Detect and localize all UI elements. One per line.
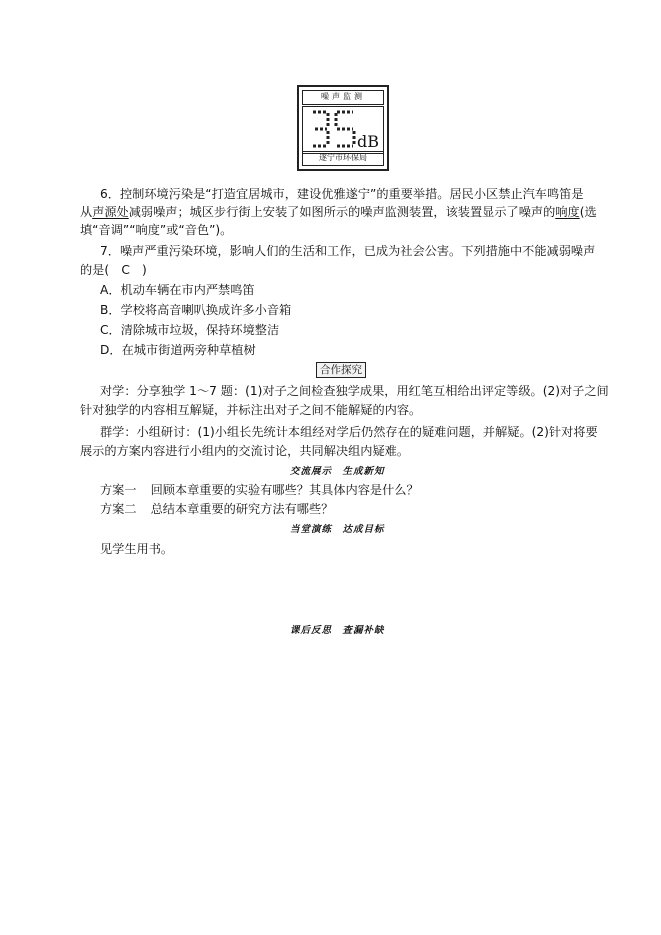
plan-1 bbox=[100, 482, 419, 498]
decibel-unit: dB bbox=[357, 132, 379, 151]
q6-line-2 bbox=[80, 204, 597, 220]
monitor-title: 噪声监测 bbox=[302, 90, 384, 105]
plan-1-label: 方案一 bbox=[100, 483, 137, 497]
plan-2-text: 总结本章重要的研究方法有哪些？ bbox=[150, 502, 334, 516]
q6-line-3: 填“音调”“响度”或“音色”)。 bbox=[80, 223, 233, 237]
section-heading-reflection: 课后反思 查漏补缺 bbox=[290, 625, 385, 636]
see-student-book: 见学生用书。 bbox=[100, 542, 174, 556]
qunxue-line-1: 群学：小组研讨：(1)小组长先统计本组经对学后仍然存在的疑难问题，并解疑。(2)针对将要 bbox=[100, 425, 598, 439]
q6-text: 从 bbox=[80, 205, 93, 219]
section-heading-exchange: 交流展示 生成新知 bbox=[290, 466, 385, 477]
section-badge: 合作探究 bbox=[316, 362, 366, 378]
monitor-display bbox=[302, 106, 384, 154]
q6-text: 减弱噪声；城区步行街上安装了如图所示的噪声监测装置，该装置显示了噪声的 bbox=[128, 205, 556, 219]
plan-2 bbox=[100, 501, 333, 517]
q7-option-a: A．机动车辆在市内严禁鸣笛 bbox=[100, 283, 255, 297]
q7-option-d: D．在城市街道两旁种草植树 bbox=[100, 343, 256, 357]
q6-text: (选 bbox=[579, 205, 597, 219]
q6-answer-2: 响度 bbox=[555, 205, 580, 219]
q7-line-1: 7．噪声严重污染环境，影响人们的生活和工作，已成为社会公害。下列措施中不能减弱噪声 bbox=[100, 244, 596, 258]
q7-option-c: C．清除城市垃圾，保持环境整洁 bbox=[100, 323, 280, 337]
q6-answer-1: 声源处 bbox=[92, 205, 129, 219]
q7-option-b: B．学校将高音喇叭换成许多小音箱 bbox=[100, 303, 292, 317]
duixue-line-2: 针对独学的内容相互解疑，并标注出对子之间不能解疑的内容。 bbox=[80, 403, 422, 417]
noise-monitor-figure bbox=[297, 85, 389, 171]
q6-line-1: 6．控制环境污染是“打造宜居城市，建设优雅遂宁”的重要举措。居民小区禁止汽车鸣笛是 bbox=[100, 187, 584, 201]
qunxue-line-2: 展示的方案内容进行小组内的交流讨论，共同解决组内疑难。 bbox=[80, 444, 410, 458]
monitor-agency: 遂宁市环保局 bbox=[302, 151, 384, 166]
section-heading-practice: 当堂演练 达成目标 bbox=[290, 524, 385, 535]
q7-line-2: 的是( C ) bbox=[80, 263, 147, 277]
duixue-line-1: 对学：分享独学 1～7 题：(1)对子之间检查独学成果，用红笔互相给出评定等级。(2)对子之间 bbox=[100, 384, 609, 398]
plan-1-text: 回顾本章重要的实验有哪些？其具体内容是什么？ bbox=[150, 483, 419, 497]
plan-2-label: 方案二 bbox=[100, 502, 137, 516]
